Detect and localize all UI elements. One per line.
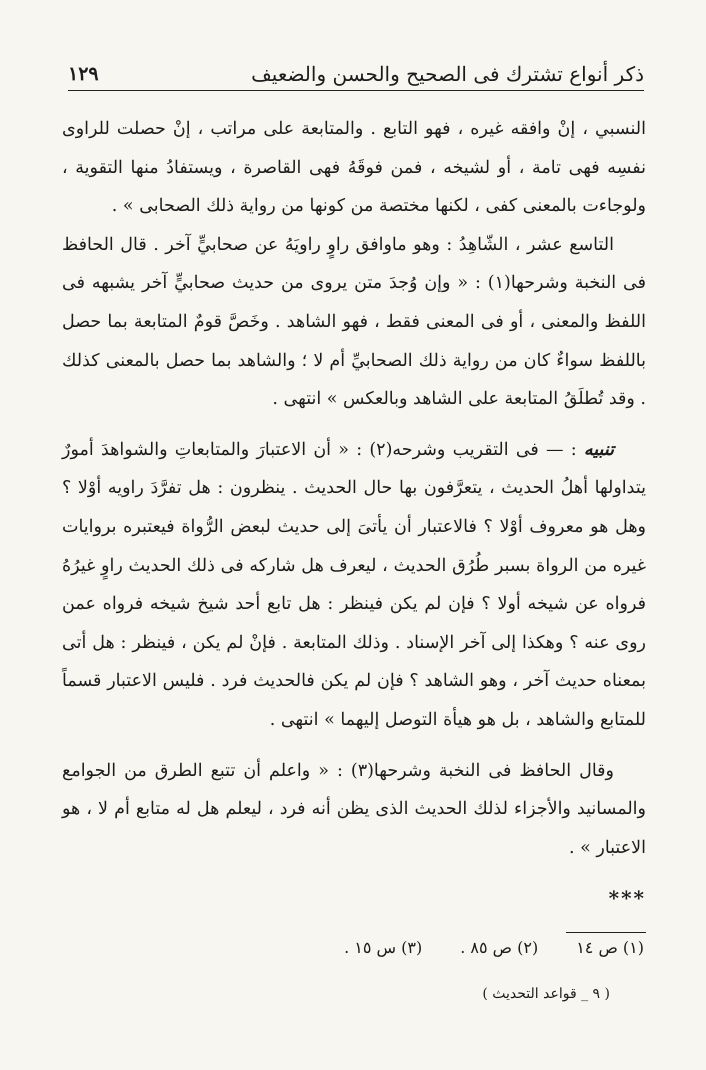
note-label: تنبيه <box>583 439 614 460</box>
footnote-2: (٢) ص ٨٥ . <box>460 938 539 957</box>
signature-mark: ( ٩ _ قواعد التحديث ) <box>482 986 610 1002</box>
section-separator: *** <box>608 886 646 911</box>
running-header <box>68 52 644 91</box>
paragraph-3 <box>62 431 646 740</box>
footnotes <box>62 938 644 957</box>
paragraph-1: النسبي ، إنْ وافقه غيره ، فهو التابع . والمتابعة على مراتب ، إنْ حصلت للراوى نفسِه فهى تامة ، أو لشيخه ، فمن فوقَهُ فهى القاصرة ، ويستفادُ منها التقوية ، ولوجاءت بالمعنى كفى ، لكنها مختصة من كونها من رواية ذلك الصحابى » . <box>62 119 646 217</box>
footnote-3: (٣) س ١٥ . <box>344 938 423 957</box>
paragraph-2: التاسع عشر ، الشّاهِدُ : وهو ماوافق راوٍ راويَهُ عن صحابيٍّ آخر . قال الحافظ فى النخبة وشرحها(١) : « وإن وُجدَ متن يروى من حديث صحابيٍّ آخر يشبهه فى اللفظ والمعنى ، أو فى المعنى فقط ، فهو الشاهد . وخَصَّ قومٌ المتابعة بما حصل باللفظ سواءٌ كان من رواية ذلك الصحابيِّ أم لا ؛ والشاهد بما حصل بالمعنى كذلك . وقد تُطلَقُ المتابعة على الشاهد وبالعكس » انتهى . <box>62 234 646 410</box>
footnote-rule <box>566 932 646 933</box>
footnote-1: (١) ص ١٤ <box>576 938 644 957</box>
paragraph-3-text: : — فى التقريب وشرحه(٢) : « أن الاعتبارَ والمتابعاتِ والشواهدَ أمورٌ يتداولها أهلُ الحديث ، يتعرَّفون بها حال الحديث . ينظرون : هل تفرَّدَ راويه أوْلا ؟ وهل هو معروف أوْلا ؟ فالاعتبار أن يأتىَ إلى حديث لبعض الرُّواة فيعتبره بروايات غيره من الرواة بسبر طُرُق الحديث ، ليعرف هل شاركه فى ذلك الحديث راوٍ غيرُهُ فرواه عن شيخه أولا ؟ فإن لم يكن فينظر : هل تابع أحد شيخ شيخه فرواه عمن روى عنه ؟ وهكذا إلى آخر الإسناد . وذلك المتابعة . فإنْ لم يكن ، فينظر : هل أتى بمعناه حديث آخر ، وهو الشاهد ؟ فإن لم يكن فالحديث فرد . فليس الاعتبار قسماً للمتابع والشاهد ، بل هو هيأة التوصل إليهما » انتهى . <box>62 439 646 730</box>
main-text <box>62 110 646 918</box>
page-number: ١٢٩ <box>68 63 99 85</box>
running-title: ذكر أنواع تشترك فى الصحيح والحسن والضعيف <box>251 62 644 86</box>
paragraph-4: وقال الحافظ فى النخبة وشرحها(٣) : « واعلم أن تتبع الطرق من الجوامع والمسانيد والأجزاء لذلك الحديث الذى يظن أنه فرد ، ليعلم هل له متابع أم لا ، هو الاعتبار » . <box>62 760 646 858</box>
